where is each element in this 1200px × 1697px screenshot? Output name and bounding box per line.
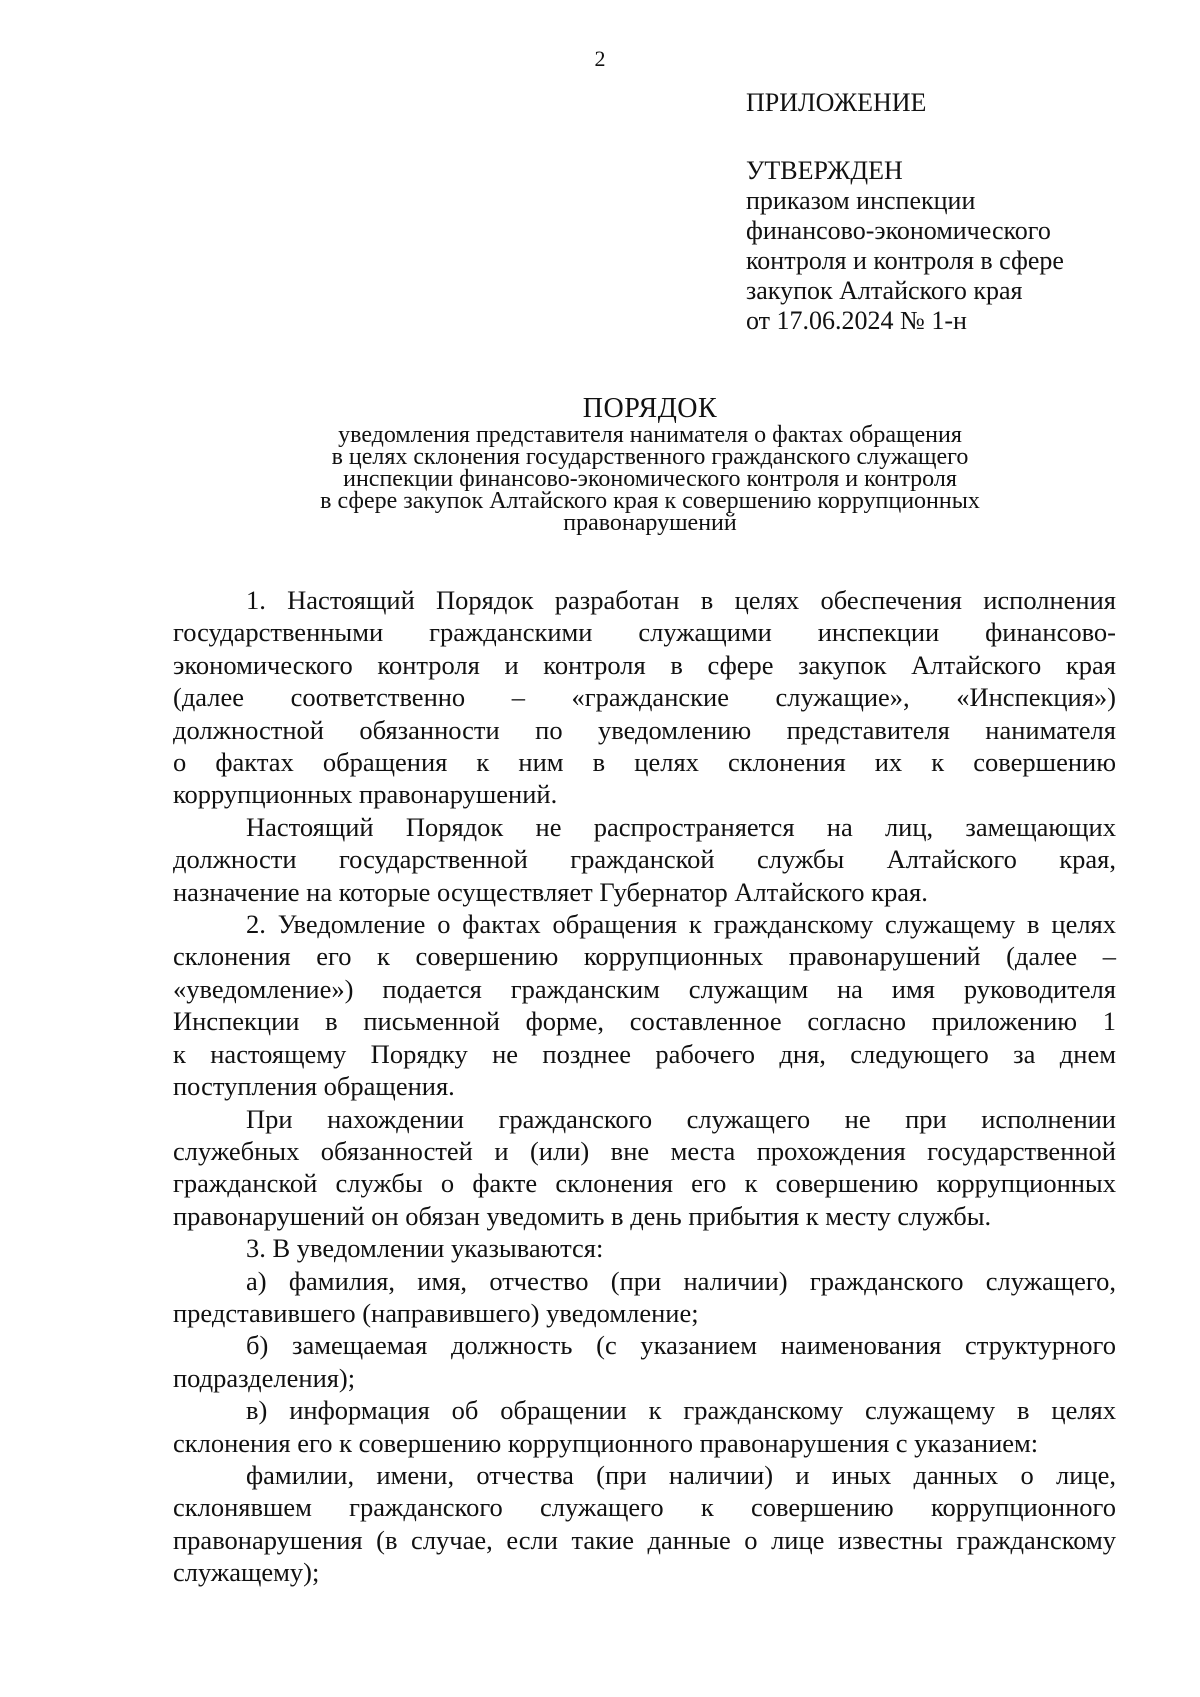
approval-line: приказом инспекции xyxy=(746,186,976,215)
text-line: о фактах обращения к ним в целях склонения их к совершению xyxy=(173,747,1116,778)
text-line: склонения его к совершению коррупционного правонарушения с указанием: xyxy=(173,1427,1039,1458)
text-line: представившего (направившего) уведомление; xyxy=(173,1297,699,1328)
paragraph xyxy=(173,1232,1116,1264)
text-line: государственными гражданскими служащими инспекции финансово- xyxy=(173,617,1116,648)
text-line: При нахождении гражданского служащего не при исполнении xyxy=(246,1103,1116,1134)
text-line: (далее соответственно – «гражданские служащие», «Инспекция») xyxy=(173,682,1116,713)
paragraph xyxy=(173,1394,1116,1459)
text-line: «уведомление») подается гражданским служащим на имя руководителя xyxy=(173,973,1116,1004)
text-line: правонарушений он обязан уведомить в день прибытия к месту службы. xyxy=(173,1200,992,1231)
page-number: 2 xyxy=(594,46,606,71)
approval-line: УТВЕРЖДЕН xyxy=(746,156,903,185)
text-line: 1. Настоящий Порядок разработан в целях обеспечения исполнения xyxy=(246,585,1116,615)
subtitle-line: правонарушений xyxy=(563,510,737,536)
paragraph xyxy=(173,1265,1116,1330)
text-line: а) фамилия, имя, отчество (при наличии) гражданского служащего, xyxy=(246,1265,1116,1296)
text-line: правонарушения (в случае, если такие данные о лице известны гражданскому xyxy=(173,1524,1116,1555)
subtitle-line: в целях склонения государственного гражданского служащего xyxy=(331,444,969,470)
approval-stamp-text xyxy=(746,156,1166,336)
text-line: к настоящему Порядку не позднее рабочего дня, следующего за днем xyxy=(173,1038,1116,1069)
text-line: склонявшем гражданского служащего к совершению коррупционного xyxy=(173,1492,1116,1523)
text-line: поступления обращения. xyxy=(173,1071,455,1102)
paragraph xyxy=(173,1329,1116,1394)
approval-line: финансово-экономического xyxy=(746,216,1051,245)
paragraph xyxy=(173,584,1116,811)
text-line: коррупционных правонарушений. xyxy=(173,779,558,810)
text-line: экономического контроля и контроля в сфере закупок Алтайского края xyxy=(173,649,1116,680)
text-line: Инспекции в письменной форме, составленное согласно приложению 1 xyxy=(173,1006,1116,1037)
text-line: б) замещаемая должность (с указанием наименования структурного xyxy=(246,1330,1116,1361)
text-line: в) информация об обращении к гражданскому служащему в целях xyxy=(246,1395,1116,1426)
text-line: должностной обязанности по уведомлению представителя нанимателя xyxy=(173,714,1116,745)
subtitle-line: в сфере закупок Алтайского края к совершению коррупционных xyxy=(320,488,980,514)
document-title: ПОРЯДОК xyxy=(582,393,718,424)
subtitle-line: инспекции финансово-экономического контроля и контроля xyxy=(343,466,957,492)
text-line: служебных обязанностей и (или) вне места прохождения государственной xyxy=(173,1135,1116,1166)
text-line: должности государственной гражданской службы Алтайского края, xyxy=(173,844,1116,875)
text-line: назначение на которые осуществляет Губернатор Алтайского края. xyxy=(173,876,928,907)
paragraph xyxy=(173,811,1116,908)
approval-block xyxy=(746,88,1166,336)
document-body xyxy=(173,584,1116,1589)
text-line: 3. В уведомлении указываются: xyxy=(246,1233,604,1264)
subtitle-line: уведомления представителя нанимателя о фактах обращения xyxy=(338,422,962,448)
text-line: гражданской службы о факте склонения его к совершению коррупционных xyxy=(173,1168,1116,1199)
approval-line: закупок Алтайского края xyxy=(746,276,1023,305)
text-line: подразделения); xyxy=(173,1362,356,1393)
appendix-label: ПРИЛОЖЕНИЕ xyxy=(746,88,927,117)
text-line: склонения его к совершению коррупционных правонарушений (далее – xyxy=(173,941,1116,972)
paragraph xyxy=(173,1459,1116,1589)
text-line: фамилии, имени, отчества (при наличии) и иных данных о лице, xyxy=(246,1459,1116,1490)
approval-line: от 17.06.2024 № 1-н xyxy=(746,306,967,335)
paragraph xyxy=(173,908,1116,1102)
paragraph xyxy=(173,1103,1116,1233)
text-line: Настоящий Порядок не распространяется на лиц, замещающих xyxy=(246,811,1116,842)
text-line: 2. Уведомление о фактах обращения к гражданскому служащему в целях xyxy=(246,909,1116,940)
text-line: служащему); xyxy=(173,1557,320,1588)
approval-line: контроля и контроля в сфере xyxy=(746,246,1064,275)
document-subtitle xyxy=(150,424,1150,534)
